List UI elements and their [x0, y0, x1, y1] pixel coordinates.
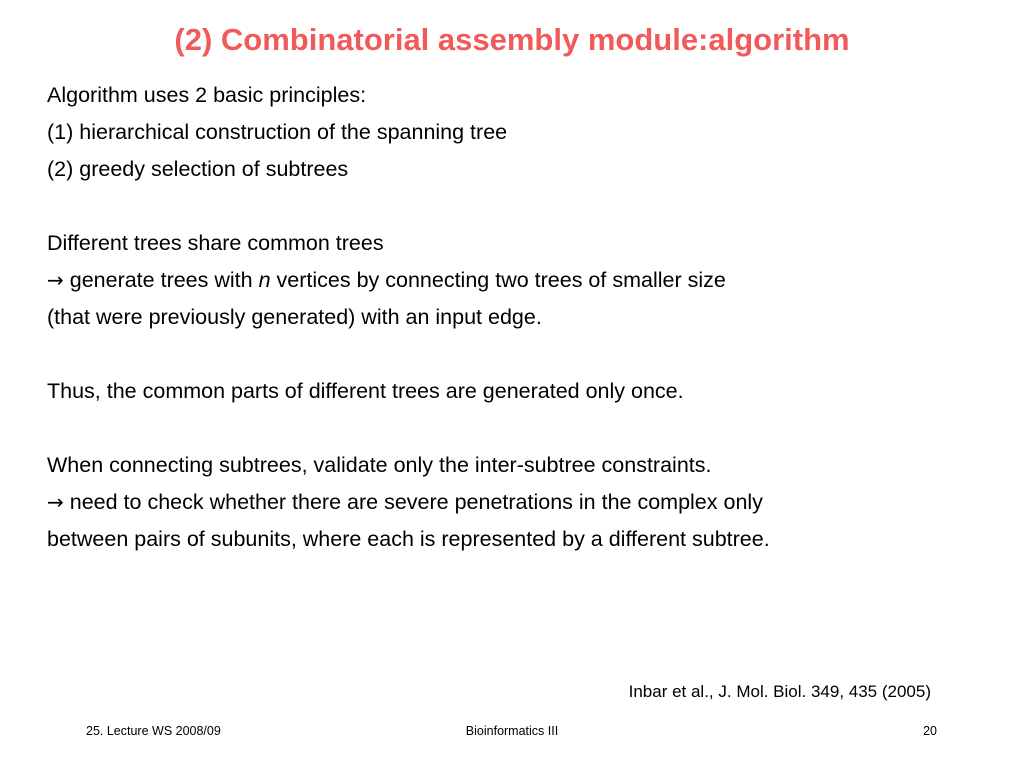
- principle-1-line: (1) hierarchical construction of the spanning tree: [47, 120, 508, 144]
- thus-line: Thus, the common parts of different trees are generated only once.: [47, 379, 684, 403]
- blank-line: [47, 336, 997, 373]
- generate-text-pre: generate trees with: [63, 268, 259, 292]
- check-text: need to check whether there are severe penetrations in the complex only: [63, 490, 763, 514]
- share-line: Different trees share common trees: [47, 231, 384, 255]
- footer-page-number: 20: [923, 724, 937, 738]
- generate-text-post: vertices by connecting two trees of smaller size: [270, 268, 726, 292]
- footer-lecture: 25. Lecture WS 2008/09: [86, 724, 221, 738]
- footer-course: Bioinformatics III: [465, 724, 559, 738]
- right-arrow-icon: →: [47, 268, 64, 292]
- blank-line: [47, 188, 997, 225]
- citation: Inbar et al., J. Mol. Biol. 349, 435 (2005): [628, 682, 931, 701]
- intro-line: Algorithm uses 2 basic principles:: [47, 83, 367, 107]
- blank-line: [47, 410, 997, 447]
- validate-line: When connecting subtrees, validate only the inter-subtree constraints.: [47, 453, 712, 477]
- principle-2-line: (2) greedy selection of subtrees: [47, 157, 349, 181]
- slide-body: [47, 77, 997, 558]
- generate-continuation-line: (that were previously generated) with an input edge.: [47, 305, 542, 329]
- check-line: [47, 484, 997, 521]
- generate-line: [47, 262, 997, 299]
- right-arrow-icon: →: [47, 490, 64, 514]
- slide-title: (2) Combinatorial assembly module:algorithm: [174, 22, 850, 57]
- check-continuation-line: between pairs of subunits, where each is represented by a different subtree.: [47, 527, 770, 551]
- generate-variable: n: [258, 268, 271, 292]
